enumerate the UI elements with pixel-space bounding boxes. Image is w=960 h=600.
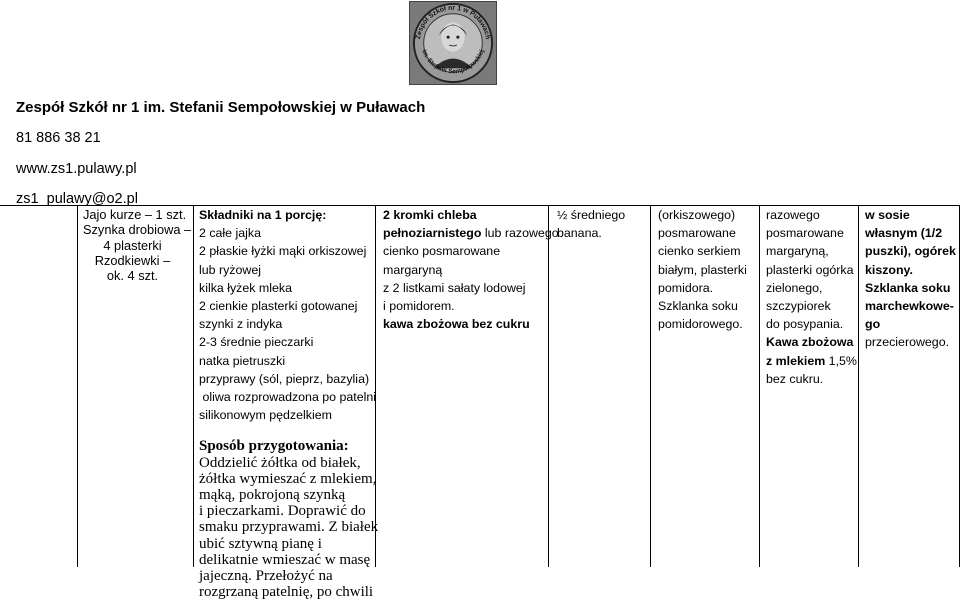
ingredient-item: kilka łyżek mleka <box>199 280 292 295</box>
menu-line: pomidora. <box>658 280 714 295</box>
menu-line: (orkiszowego) <box>658 208 736 222</box>
menu-line: pełnoziarnistego <box>383 226 482 241</box>
ingredient-item: lub ryżowej <box>199 262 261 277</box>
menu-line: pomidorowego. <box>658 317 743 332</box>
table-column-supper <box>858 206 960 567</box>
school-website: www.zs1.pulawy.pl <box>16 161 137 177</box>
school-logo <box>409 1 497 85</box>
ingredient-item: 2 cienkie plasterki gotowanej <box>199 299 358 314</box>
menu-line: przecierowego. <box>865 335 950 350</box>
menu-line: szczypiorek <box>766 299 831 314</box>
menu-line: razowego <box>766 208 820 222</box>
ingredient-item: natka pietruszki <box>199 353 286 368</box>
ingredient-item: szynki z indyka <box>199 317 283 332</box>
menu-line: margaryną <box>383 262 443 277</box>
menu-line: i pomidorem. <box>383 299 455 314</box>
menu-line: marchewkowe- <box>865 299 954 314</box>
preparation-line: mąką, pokrojoną szynką <box>199 487 346 504</box>
table-column-breakfast <box>375 206 559 567</box>
menu-line: banana. <box>557 226 602 241</box>
logo-text-bottom: im. Stefanii Sempołowskiej <box>420 48 486 76</box>
ingredient-item: silikonowym pędzelkiem <box>199 408 332 423</box>
ingredients-title: Składniki na 1 porcję: <box>199 208 327 222</box>
table-column-snack <box>548 206 650 567</box>
menu-line: cienko posmarowane <box>383 244 501 259</box>
table-column-lunch <box>650 206 759 567</box>
drink-line: 1,5% <box>825 353 857 368</box>
menu-line: w sosie <box>865 208 910 222</box>
preparation-line: jajeczną. Przełożyć na <box>199 568 333 585</box>
menu-table <box>0 205 960 600</box>
preparation-line: smaku przyprawami. Z białek <box>199 519 379 536</box>
preparation-title: Sposób przygotowania: <box>199 438 349 455</box>
menu-line: własnym (1/2 <box>865 226 943 241</box>
ingredient-item: 2 całe jajka <box>199 226 261 241</box>
menu-line: 2 kromki chleba <box>383 208 477 222</box>
logo-text-top: Zespół Szkół nr 1 w Puławach <box>415 4 491 40</box>
menu-line: puszki), ogórek <box>865 244 956 259</box>
list-item: Jajo kurze – 1 szt. <box>83 207 187 222</box>
menu-line: Szklanka soku <box>865 280 951 295</box>
table-column-recipe <box>193 206 379 600</box>
menu-line: kiszony. <box>865 262 913 277</box>
preparation-line: żółtka wymieszać z mlekiem, <box>199 470 377 487</box>
school-seal-portrait-icon <box>410 2 496 84</box>
preparation-line: Oddzielić żółtka od białek, <box>199 454 361 471</box>
menu-line: margaryną, <box>766 244 829 259</box>
ingredient-item: przyprawy (sól, pieprz, bazylia) <box>199 371 370 386</box>
menu-line: Szklanka soku <box>658 299 738 314</box>
drink-line: kawa zbożowa bez cukru <box>383 317 530 332</box>
list-item: 4 plasterki <box>103 237 162 253</box>
school-email: zs1_pulawy@o2.pl <box>16 191 138 207</box>
preparation-line: delikatnie wmieszać w masę <box>199 551 371 568</box>
menu-line: plasterki ogórka <box>766 262 854 277</box>
menu-line: z 2 listkami sałaty lodowej <box>383 280 526 295</box>
menu-line: go <box>865 317 881 332</box>
list-item: ok. 4 szt. <box>106 268 159 284</box>
menu-line: posmarowane <box>766 226 844 241</box>
preparation-line: i pieczarkami. Doprawić do <box>199 503 366 520</box>
ingredient-item: 2 płaskie łyżki mąki orkiszowej <box>199 244 367 259</box>
list-item: Szynka drobiowa – <box>83 222 192 238</box>
menu-line: lub razowego <box>481 226 559 241</box>
menu-line: do posypania. <box>766 317 844 332</box>
table-column-dinner <box>759 206 858 567</box>
table-column-products <box>77 206 194 567</box>
drink-line: z mlekiem <box>766 353 826 368</box>
menu-line: zielonego, <box>766 280 823 295</box>
school-phone: 81 886 38 21 <box>16 130 101 146</box>
preparation-line: rozgrzaną patelnię, po chwili <box>199 584 374 600</box>
drink-line: bez cukru. <box>766 371 824 386</box>
ingredient-item: oliwa rozprowadzona po patelni <box>199 390 377 405</box>
list-item: Rzodkiewki – <box>94 252 171 268</box>
menu-line: białym, plasterki <box>658 262 747 277</box>
menu-line: posmarowane <box>658 226 736 241</box>
ingredient-item: 2-3 średnie pieczarki <box>199 335 314 350</box>
menu-line: cienko serkiem <box>658 244 741 259</box>
preparation-line: ubić sztywną pianę i <box>199 535 322 552</box>
school-name: Zespół Szkół nr 1 im. Stefanii Sempołowskiej w Puławach <box>16 99 426 116</box>
drink-line: Kawa zbożowa <box>766 335 854 350</box>
menu-line: ½ średniego <box>557 208 626 222</box>
